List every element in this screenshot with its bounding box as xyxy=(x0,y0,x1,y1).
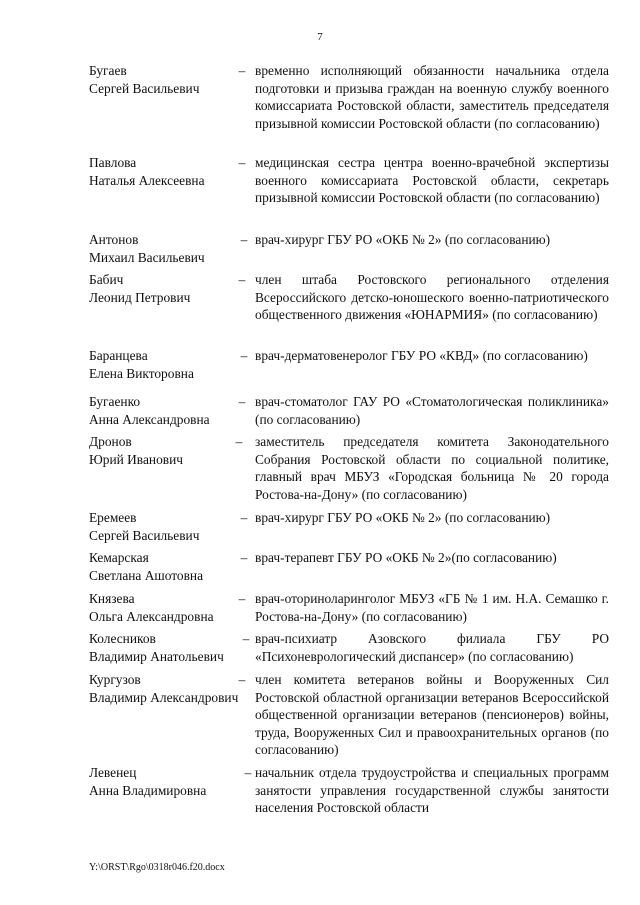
member-given-name: Елена Викторовна xyxy=(89,365,194,381)
member-given-name: Владимир Александрович xyxy=(89,689,239,705)
member-dash: – xyxy=(242,631,250,646)
member-dash: – xyxy=(244,765,252,780)
member-dash: – xyxy=(240,510,248,525)
member-given-name: Михаил Васильевич xyxy=(89,249,205,265)
member-name xyxy=(89,549,249,584)
member-dash: – xyxy=(238,272,246,287)
member-given-name: Юрий Иванович xyxy=(89,451,183,467)
member-name xyxy=(89,393,249,428)
file-path-footer: Y:\ORST\Rgo\0318r046.f20.docx xyxy=(89,862,225,873)
member-dash: – xyxy=(238,155,246,170)
member-role: временно исполняющий обязанности начальника отдела подготовки и призыва граждан на военную службу военного комиссариата Ростовской области, заместитель председателя призывной комиссии Ростовской области (по согласованию) xyxy=(255,63,609,131)
member-role: врач-дерматовенеролог ГБУ РО «КВД» (по согласованию) xyxy=(255,348,588,363)
member-dash: – xyxy=(240,232,248,247)
member-surname: Кемарская xyxy=(89,550,149,565)
member-name xyxy=(89,764,249,799)
member-dash: – xyxy=(235,434,243,449)
member-surname: Антонов xyxy=(89,232,139,247)
member-given-name: Светлана Ашотовна xyxy=(89,567,204,583)
member-surname: Еремеев xyxy=(89,510,137,525)
member-role: врач-терапевт ГБУ РО «ОКБ № 2»(по согласованию) xyxy=(255,550,557,565)
member-role: врач-психиатр Азовского филиала ГБУ РО «Психоневрологический диспансер» (по согласованию) xyxy=(255,631,609,664)
member-surname: Кургузов xyxy=(89,672,141,687)
member-name xyxy=(89,671,249,706)
member-role: член комитета ветеранов войны и Вооруженных Сил Ростовской областной организации ветеранов Всероссийской общественной организации ветеранов (пенсионеров) войны, труда, Вооруженных Сил и правоохранительных органов (по согласованию) xyxy=(255,672,609,757)
member-name xyxy=(89,154,249,189)
page-number: 7 xyxy=(317,31,323,43)
member-surname: Бугаев xyxy=(89,63,127,78)
member-role: врач-хирург ГБУ РО «ОКБ № 2» (по согласованию) xyxy=(255,510,551,525)
member-name xyxy=(89,347,249,382)
member-name xyxy=(89,509,249,544)
member-dash: – xyxy=(240,550,248,565)
member-dash: – xyxy=(238,394,246,409)
member-dash: – xyxy=(240,348,248,363)
member-role: заместитель председателя комитета Законодательного Собрания Ростовской области по социальной политике, главный врач МБУЗ «Городская больница № 20 города Ростова-на-Дону» (по согласованию) xyxy=(255,434,609,502)
member-dash: – xyxy=(238,63,246,78)
member-surname: Бабич xyxy=(89,272,124,287)
member-given-name: Леонид Петрович xyxy=(89,289,191,305)
member-given-name: Анна Владимировна xyxy=(89,782,207,798)
member-name xyxy=(89,62,249,97)
member-given-name: Ольга Александровна xyxy=(89,608,214,624)
member-surname: Дронов xyxy=(89,434,132,449)
member-name xyxy=(89,433,249,468)
member-given-name: Сергей Васильевич xyxy=(89,527,200,543)
member-surname: Баранцева xyxy=(89,348,148,363)
member-name xyxy=(89,271,249,306)
member-name xyxy=(89,231,249,266)
member-role: врач-оториноларинголог МБУЗ «ГБ № 1 им. Н.А. Семашко г. Ростова-на-Дону» (по согласованию) xyxy=(255,591,609,624)
member-role: член штаба Ростовского регионального отделения Всероссийского детско-юношеского военно-патриотического общественного движения «ЮНАРМИЯ» (по согласованию) xyxy=(255,272,609,322)
member-surname: Колесников xyxy=(89,631,156,646)
member-surname: Бугаенко xyxy=(89,394,141,409)
member-given-name: Наталья Алексеевна xyxy=(89,172,205,188)
member-name xyxy=(89,630,249,665)
member-surname: Князева xyxy=(89,591,135,606)
member-role: начальник отдела трудоустройства и специальных программ занятости управления государственной службы занятости населения Ростовской области xyxy=(255,765,609,815)
member-dash: – xyxy=(238,591,246,606)
member-name xyxy=(89,590,249,625)
member-dash: – xyxy=(238,672,246,687)
member-given-name: Анна Александровна xyxy=(89,411,210,427)
member-given-name: Владимир Анатольевич xyxy=(89,648,224,664)
member-given-name: Сергей Васильевич xyxy=(89,80,200,96)
member-surname: Левенец xyxy=(89,765,137,780)
member-surname: Павлова xyxy=(89,155,137,170)
member-role: врач-хирург ГБУ РО «ОКБ № 2» (по согласованию) xyxy=(255,232,551,247)
member-role: врач-стоматолог ГАУ РО «Стоматологическая поликлиника» (по согласованию) xyxy=(255,394,609,427)
member-role: медицинская сестра центра военно-врачебной экспертизы военного комиссариата Ростовской области, секретарь призывной комиссии Ростовской области (по согласованию) xyxy=(255,155,609,205)
